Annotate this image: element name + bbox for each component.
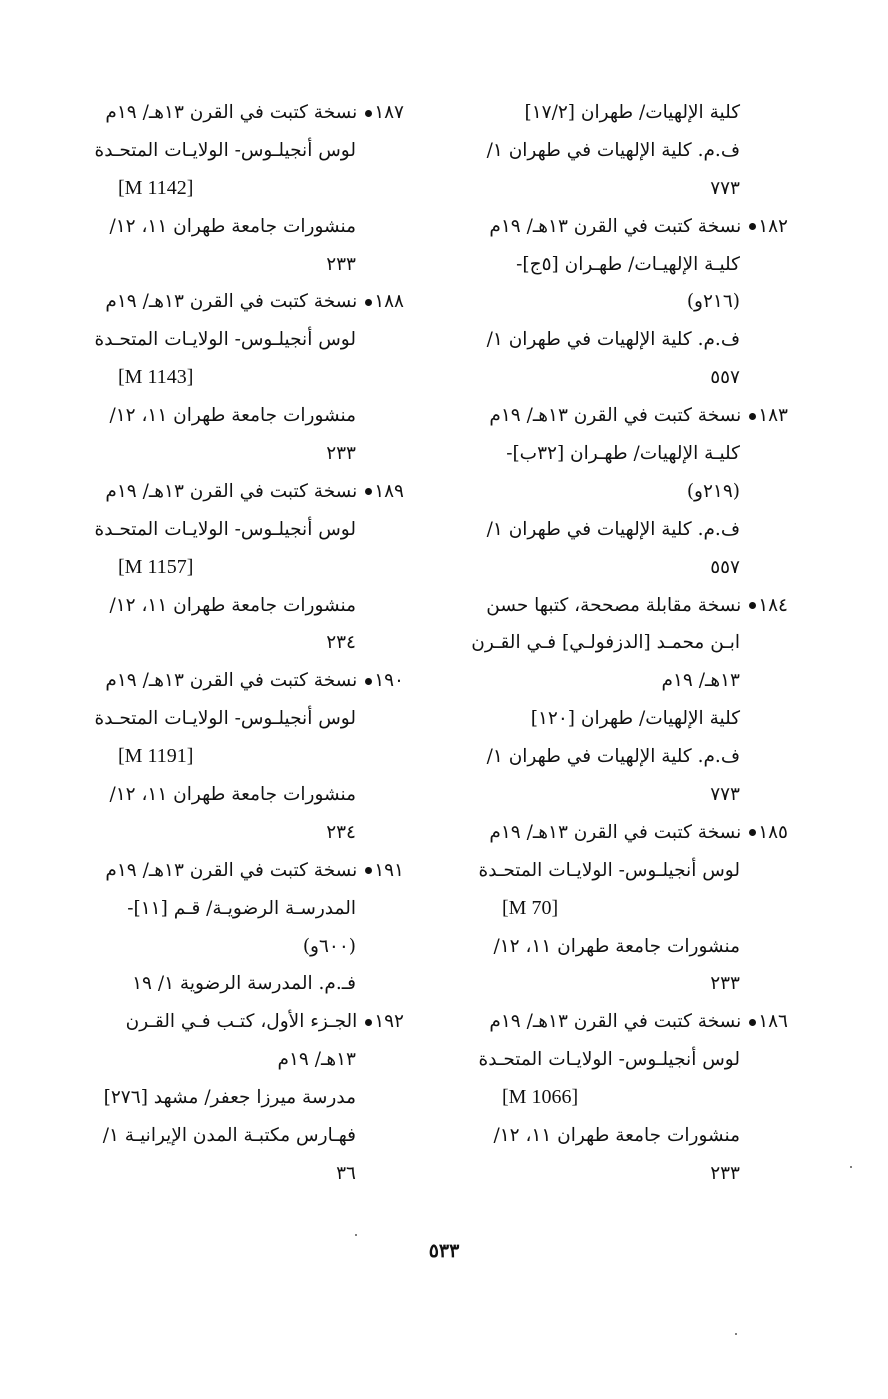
copy-note: نسخة كتبت في القرن ١٣هـ/ ١٩م <box>105 102 358 123</box>
location-line: لوس أنجيلـوس- الولايـات المتحـدة <box>478 1049 740 1071</box>
catalog-page-line: ٢٣٣ <box>710 973 740 995</box>
library-line: كلية الإلهيات/ طهران [١٢٠] <box>530 708 740 730</box>
bullet-icon <box>365 867 372 874</box>
entry-number: ١٨٨ <box>374 291 404 313</box>
entry-number: ١٨٩ <box>374 480 404 502</box>
shelfmark: [M 1143] <box>118 366 194 389</box>
copy-date-line: ١٣هـ/ ١٩م <box>661 670 740 692</box>
copy-note: نسخة كتبت في القرن ١٣هـ/ ١٩م <box>489 215 742 237</box>
bullet-icon <box>365 488 372 495</box>
catalog-line: منشورات جامعة طهران ١١، ١٢/ <box>493 935 740 957</box>
entry-number: ١٨٢ <box>758 215 788 237</box>
entry-187 <box>66 94 404 283</box>
copy-note: نسخة كتبت في القرن ١٣هـ/ ١٩م <box>105 480 358 502</box>
entry-number: ١٨٤ <box>758 594 788 616</box>
bullet-icon <box>365 678 372 685</box>
copy-note: نسخة مقابلة مصححة، كتبها حسن <box>486 594 742 616</box>
entry-191 <box>66 852 404 1004</box>
copy-note: الجـزء الأول، كتـب فـي القـرن <box>125 1011 358 1033</box>
entry-189 <box>66 473 404 662</box>
catalog-line: منشورات جامعة طهران ١١، ١٢/ <box>109 405 356 427</box>
bullet-icon <box>749 223 756 230</box>
entry-continued <box>450 94 788 208</box>
catalog-page-line: ٢٣٤ <box>326 821 356 843</box>
catalog-page-line: ٢٣٣ <box>326 253 356 275</box>
entry-number: ١٩٢ <box>374 1011 404 1033</box>
shelfmark: [M 70] <box>502 896 559 919</box>
catalog-line: منشورات جامعة طهران ١١، ١٢/ <box>109 594 356 616</box>
library-folio-line: (٢١٩و) <box>686 480 740 502</box>
location-line: لوس أنجيلـوس- الولايـات المتحـدة <box>94 708 356 730</box>
scan-speck <box>735 1333 737 1335</box>
right-column <box>450 94 788 1193</box>
entry-190 <box>66 662 404 851</box>
catalog-page-line: ٥٥٧ <box>710 556 740 578</box>
entry-183 <box>450 397 788 586</box>
location-line: لوس أنجيلـوس- الولايـات المتحـدة <box>94 329 356 351</box>
copy-date-line: ١٣هـ/ ١٩م <box>277 1049 356 1071</box>
catalog-line: منشورات جامعة طهران ١١، ١٢/ <box>109 215 356 237</box>
entry-number: ١٩٠ <box>374 670 404 692</box>
location-line: لوس أنجيلـوس- الولايـات المتحـدة <box>94 139 356 161</box>
bullet-icon <box>365 1019 372 1026</box>
shelfmark: [M 1142] <box>118 176 194 199</box>
entry-192 <box>66 1003 404 1192</box>
entry-182 <box>450 208 788 397</box>
catalog-line: ف.م. كلية الإلهيات في طهران ١/ <box>486 746 740 768</box>
library-line: كليـة الإلهيات/ طهـران [٣٢ب]- <box>506 443 740 465</box>
bullet-icon <box>365 110 372 117</box>
catalog-line: فهـارس مكتبـة المدن الإيرانيـة ١/ <box>102 1125 356 1147</box>
entry-number: ١٨٣ <box>758 405 788 427</box>
scan-speck <box>355 1234 357 1236</box>
catalog-page-line: ٣٦ <box>336 1162 356 1184</box>
library-folio-line: (٦٠٠و) <box>302 935 356 957</box>
copy-note: نسخة كتبت في القرن ١٣هـ/ ١٩م <box>489 405 742 427</box>
entry-184 <box>450 587 788 814</box>
library-line: مدرسة ميرزا جعفر/ مشهد [٢٧٦] <box>103 1087 356 1109</box>
catalog-line: ف.م. كلية الإلهيات في طهران ١/ <box>486 518 740 540</box>
catalog-line: منشورات جامعة طهران ١١، ١٢/ <box>109 784 356 806</box>
copy-note: نسخة كتبت في القرن ١٣هـ/ ١٩م <box>105 859 358 881</box>
entry-number: ١٨٥ <box>758 821 788 843</box>
copy-note: نسخة كتبت في القرن ١٣هـ/ ١٩م <box>105 670 358 692</box>
catalog-line: ف.م. كلية الإلهيات في طهران ١/ <box>486 329 740 351</box>
shelfmark: [M 1066] <box>502 1086 579 1109</box>
library-folio-line: (٢١٦و) <box>686 291 740 313</box>
shelfmark: [M 1191] <box>118 745 194 768</box>
copy-note: نسخة كتبت في القرن ١٣هـ/ ١٩م <box>489 821 742 843</box>
catalog-page-line: ٢٣٤ <box>326 632 356 654</box>
library-line: كلية الإلهيات/ طهران [١٧/٢] <box>524 102 740 123</box>
library-line: كليـة الإلهيـات/ طهـران [٥ج]- <box>516 253 740 275</box>
left-column <box>66 94 404 1193</box>
entry-number: ١٩١ <box>374 859 404 881</box>
entry-number: ١٨٧ <box>374 102 404 123</box>
bullet-icon <box>749 1019 756 1026</box>
location-line: لوس أنجيلـوس- الولايـات المتحـدة <box>478 859 740 881</box>
catalog-line: ف.م. كلية الإلهيات في طهران ١/ <box>486 139 740 161</box>
bullet-icon <box>365 299 372 306</box>
location-line: لوس أنجيلـوس- الولايـات المتحـدة <box>94 518 356 540</box>
catalog-page-line: ٢٣٣ <box>326 443 356 465</box>
catalog-page-line: ٢٣٣ <box>710 1162 740 1184</box>
copy-note-line: ابـن محمـد [الدزفولـي] فـي القـرن <box>471 632 740 654</box>
catalog-page-line: ٧٧٣ <box>710 177 740 199</box>
bullet-icon <box>749 602 756 609</box>
catalog-line: منشورات جامعة طهران ١١، ١٢/ <box>493 1125 740 1147</box>
page-number: ٥٣٣ <box>428 1240 460 1262</box>
copy-note: نسخة كتبت في القرن ١٣هـ/ ١٩م <box>105 291 358 313</box>
catalog-line: فـ.م. المدرسة الرضوية ١/ ١٩ <box>132 973 356 995</box>
entry-number: ١٨٦ <box>758 1011 788 1033</box>
catalog-page-line: ٧٧٣ <box>710 784 740 806</box>
shelfmark: [M 1157] <box>118 555 194 578</box>
bullet-icon <box>749 829 756 836</box>
scan-speck <box>850 1166 852 1168</box>
bullet-icon <box>749 413 756 420</box>
copy-note: نسخة كتبت في القرن ١٣هـ/ ١٩م <box>489 1011 742 1033</box>
entry-185 <box>450 814 788 1003</box>
entry-188 <box>66 283 404 472</box>
entry-186 <box>450 1003 788 1192</box>
library-line: المدرسـة الرضويـة/ قـم [١١]- <box>127 897 356 919</box>
catalog-page-line: ٥٥٧ <box>710 367 740 389</box>
